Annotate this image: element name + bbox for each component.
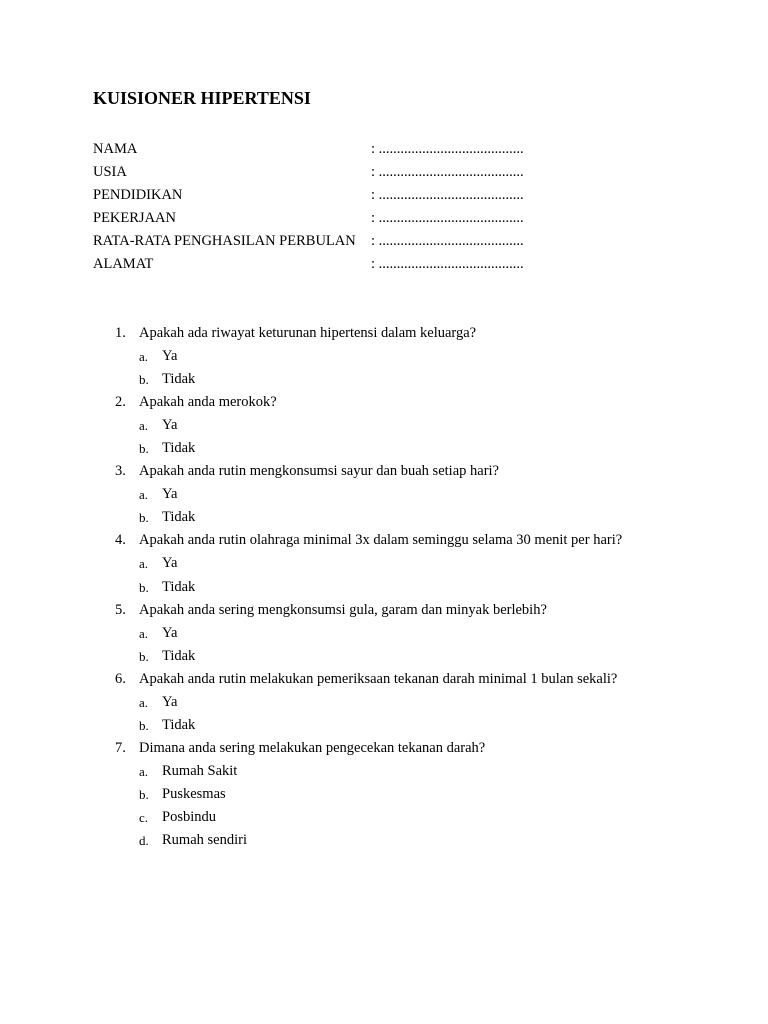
question-number: 1. — [115, 325, 126, 341]
field-blank: : ........................................ — [371, 141, 524, 157]
question-number: 2. — [115, 394, 126, 411]
identity-fields — [93, 138, 593, 277]
option-letter: b. — [139, 717, 149, 733]
question-number: 4. — [115, 532, 126, 549]
option-text: Rumah Sakit — [162, 762, 238, 779]
option-letter: a. — [139, 349, 149, 365]
question-list — [0, 322, 768, 852]
question-item — [0, 322, 768, 345]
field-blank: : ........................................ — [371, 233, 524, 250]
option-text: Ya — [162, 693, 178, 710]
field-label: PENDIDIKAN — [93, 187, 183, 204]
question-text: Dimana anda sering melakukan pengecekan tekanan darah? — [139, 739, 486, 756]
question-text: Apakah anda merokok? — [139, 394, 277, 411]
answer-option — [0, 645, 768, 668]
field-label: RATA-RATA PENGHASILAN PERBULAN — [93, 233, 356, 250]
answer-option — [0, 829, 768, 852]
question-number: 6. — [115, 670, 126, 687]
option-letter: a. — [139, 487, 149, 503]
question-text: Apakah anda rutin mengkonsumsi sayur dan buah setiap hari? — [139, 463, 499, 480]
answer-option — [0, 506, 768, 529]
answer-option — [0, 760, 768, 783]
question-item — [0, 391, 768, 414]
option-letter: d. — [139, 833, 149, 849]
option-letter: b. — [139, 510, 149, 526]
answer-option — [0, 414, 768, 437]
question-item — [0, 460, 768, 483]
field-label: PEKERJAAN — [93, 210, 176, 227]
option-letter: a. — [139, 418, 149, 434]
field-alamat — [93, 253, 593, 276]
question-item — [0, 737, 768, 760]
question-item — [0, 668, 768, 691]
option-text: Tidak — [162, 647, 196, 664]
answer-option — [0, 368, 768, 391]
answer-option — [0, 622, 768, 645]
option-text: Tidak — [162, 509, 196, 526]
field-label: USIA — [93, 164, 127, 181]
question-text: Apakah ada riwayat keturunan hipertensi dalam keluarga? — [139, 325, 477, 341]
field-nama — [93, 138, 593, 161]
field-blank: : ........................................ — [371, 256, 524, 273]
field-blank: : ........................................ — [371, 187, 524, 204]
option-letter: a. — [139, 556, 149, 572]
option-letter: b. — [139, 441, 149, 457]
option-text: Rumah sendiri — [162, 832, 247, 849]
answer-option — [0, 783, 768, 806]
option-text: Tidak — [162, 440, 196, 457]
field-usia — [93, 161, 593, 184]
question-number: 3. — [115, 463, 126, 480]
option-text: Ya — [162, 555, 178, 572]
option-letter: b. — [139, 648, 149, 664]
answer-option — [0, 806, 768, 829]
option-letter: a. — [139, 694, 149, 710]
page-title: KUISIONER HIPERTENSI — [93, 88, 311, 108]
question-text: Apakah anda sering mengkonsumsi gula, garam dan minyak berlebih? — [139, 601, 547, 618]
question-text: Apakah anda rutin olahraga minimal 3x dalam seminggu selama 30 menit per hari? — [139, 532, 623, 549]
option-text: Ya — [162, 417, 178, 434]
field-label: NAMA — [93, 141, 138, 157]
field-blank: : ........................................ — [371, 210, 524, 227]
answer-option — [0, 691, 768, 714]
option-text: Tidak — [162, 371, 196, 388]
question-number: 5. — [115, 601, 126, 618]
field-label: ALAMAT — [93, 256, 154, 273]
answer-option — [0, 345, 768, 368]
option-letter: b. — [139, 579, 149, 595]
field-pendidikan — [93, 184, 593, 207]
option-letter: c. — [139, 809, 149, 825]
question-item — [0, 599, 768, 622]
answer-option — [0, 576, 768, 599]
option-text: Posbindu — [162, 808, 216, 825]
question-text: Apakah anda rutin melakukan pemeriksaan tekanan darah minimal 1 bulan sekali? — [139, 670, 618, 687]
option-text: Ya — [162, 486, 178, 503]
option-text: Puskesmas — [162, 785, 226, 802]
option-text: Tidak — [162, 578, 196, 595]
question-item — [0, 529, 768, 552]
option-letter: a. — [139, 763, 149, 779]
answer-option — [0, 483, 768, 506]
option-text: Tidak — [162, 716, 196, 733]
field-blank: : ........................................ — [371, 164, 524, 181]
option-text: Ya — [162, 348, 178, 365]
question-number: 7. — [115, 739, 126, 756]
option-letter: b. — [139, 786, 149, 802]
answer-option — [0, 437, 768, 460]
answer-option — [0, 714, 768, 737]
option-text: Ya — [162, 624, 178, 641]
field-pekerjaan — [93, 207, 593, 230]
answer-option — [0, 552, 768, 575]
option-letter: b. — [139, 372, 149, 388]
option-letter: a. — [139, 625, 149, 641]
field-penghasilan — [93, 230, 593, 253]
